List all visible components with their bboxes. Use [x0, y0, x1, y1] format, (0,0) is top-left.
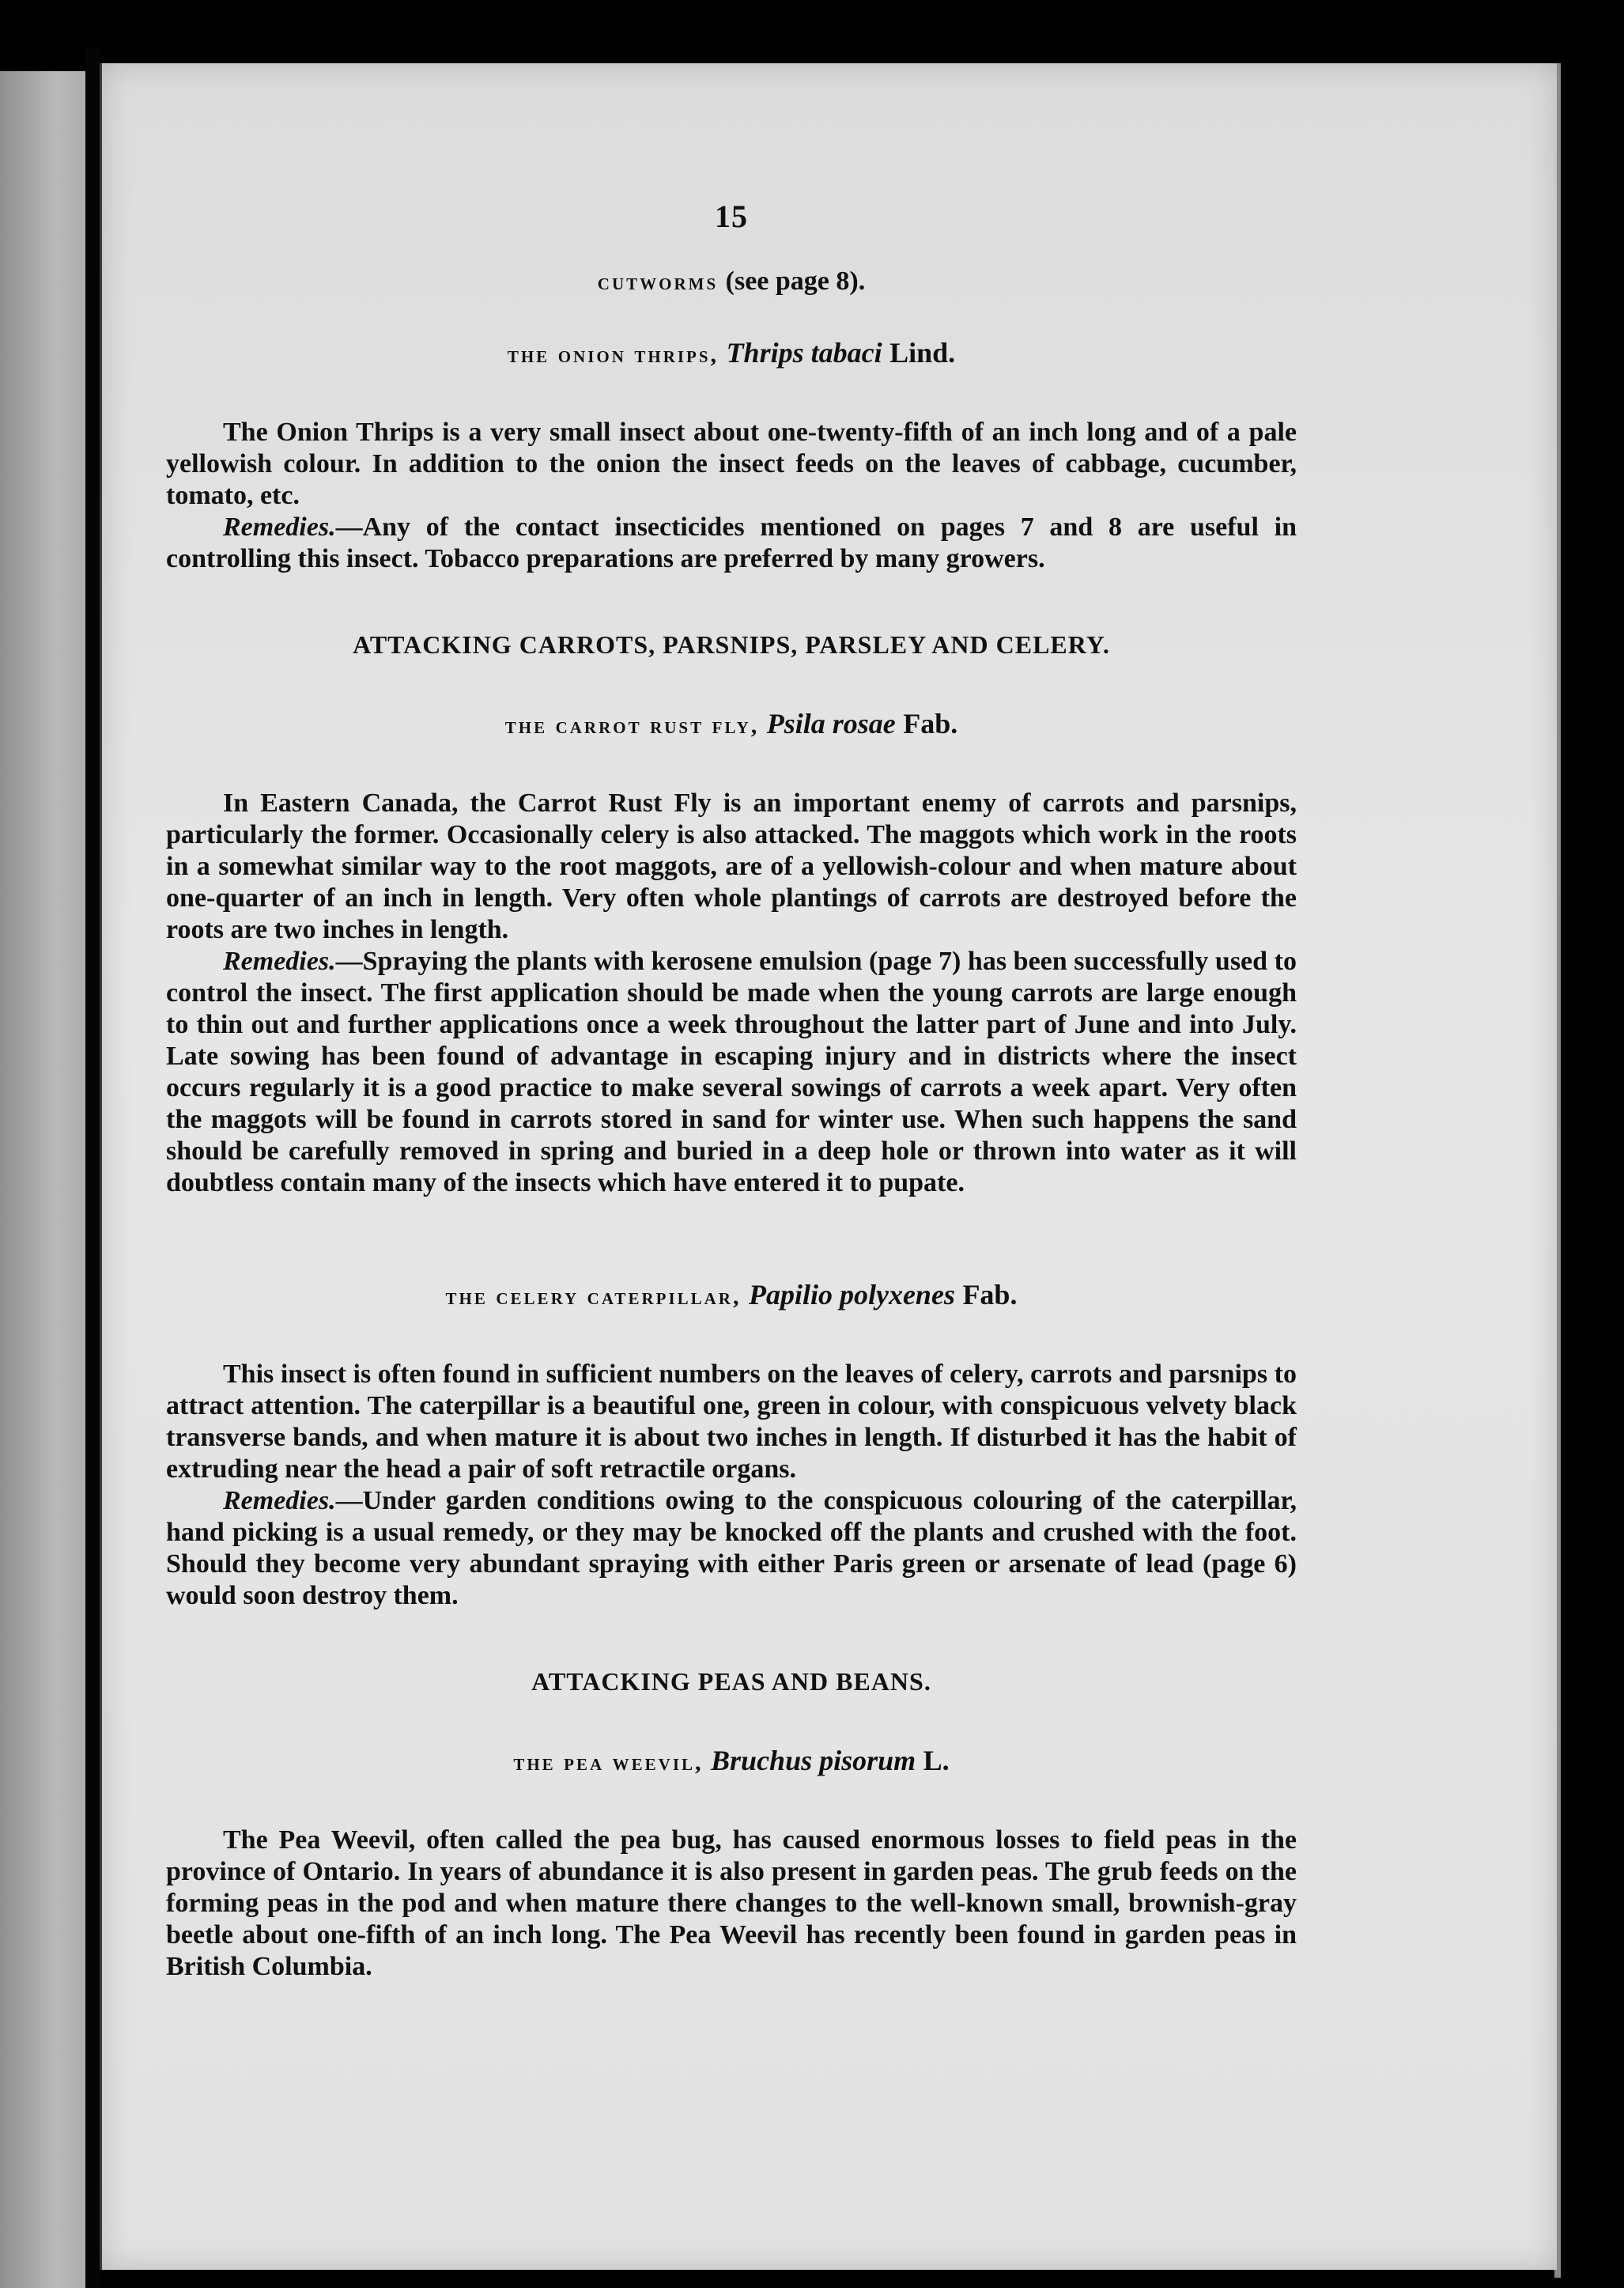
- heading-celery-caterpillar: [166, 1278, 1297, 1311]
- paragraph: The Onion Thrips is a very small insect about one-twenty-fifth of an inch long and of a pale yellowish colour. In addition to the onion the insect feeds on the leaves of cabbage, cucumber, tomato, etc.: [166, 418, 1297, 510]
- heading-carrot-rust-fly-sci: Psila rosae: [766, 708, 896, 739]
- remedies-text: —Any of the contact insecticides mentioned on pages 7 and 8 are useful in controlling this insect. Tobacco preparations are preferred by many growers.: [166, 512, 1297, 573]
- heading-carrot-rust-fly-name: the carrot rust fly,: [504, 713, 760, 739]
- section-onion-thrips: [166, 417, 1297, 575]
- paragraph: This insect is often found in sufficient numbers on the leaves of celery, carrots and parsnips to attract attention. The caterpillar is a beautiful one, green in colour, with conspicuous velvety black transverse bands, and when mature it is about two inches in length. If disturbed it has the habit of extruding near the head a pair of soft retractile organs.: [166, 1360, 1297, 1484]
- remedies-label: Remedies.: [223, 1486, 336, 1515]
- heading-attacking-carrots: ATTACKING CARROTS, PARSNIPS, PARSLEY AND CELERY.: [353, 630, 1110, 659]
- heading-celery-caterpillar-author: Fab.: [962, 1279, 1018, 1310]
- section-celery-caterpillar: [166, 1359, 1297, 1612]
- heading-cutworms: [166, 267, 1297, 297]
- remedies-paragraph: [166, 1485, 1297, 1612]
- heading-carrot-rust-fly-author: Fab.: [903, 708, 958, 739]
- heading-celery-caterpillar-sci: Papilio polyxenes: [748, 1279, 955, 1310]
- section-pea-weevil: [166, 1825, 1297, 1983]
- remedies-label: Remedies.: [223, 947, 336, 976]
- heading-pea-weevil-author: L.: [923, 1745, 950, 1776]
- book-gutter: [85, 47, 100, 2288]
- heading-celery-caterpillar-name: the celery caterpillar,: [445, 1284, 742, 1310]
- remedies-text: —Under garden conditions owing to the conspicuous colouring of the caterpillar, hand picking is a usual remedy, or they may be knocked off the plants and crushed with the foot. Should they become very abundant spraying with either Paris green or arsenate of lead (page 6) would soon destroy them.: [166, 1486, 1297, 1610]
- page-number: 15: [715, 199, 748, 234]
- remedies-paragraph: [166, 946, 1297, 1199]
- heading-attacking-peas: ATTACKING PEAS AND BEANS.: [531, 1667, 931, 1696]
- heading-pea-weevil-sci: Bruchus pisorum: [711, 1745, 916, 1776]
- remedies-label: Remedies.: [223, 512, 336, 542]
- heading-cutworms-ref: (see page 8).: [725, 267, 866, 296]
- remedies-text: —Spraying the plants with kerosene emulsion (page 7) has been successfully used to control the insect. The first application should be made when the young carrots are large enough to thin out and further applications once a week throughout the latter part of June and into July. Late sowing has been found of advantage in escaping injury and in districts where the insect occurs regularly it is a good practice to make several sowings of carrots a week apart. Very often the maggots will be found in carrots stored in sand for winter use. When such happens the sand should be carefully removed in spring and buried in a deep hole or thrown into water as it will doubtless contain many of the insects which have entered it to pupate.: [166, 947, 1297, 1197]
- paragraph: In Eastern Canada, the Carrot Rust Fly is an important enemy of carrots and parsnips, particularly the former. Occasionally celery is also attacked. The maggots which work in the roots in a somewhat similar way to the root maggots, are of a yellowish-colour and when mature about one-quarter of an inch in length. Very often whole plantings of carrots are destroyed before the roots are two inches in length.: [166, 789, 1297, 944]
- heading-onion-thrips: [166, 336, 1297, 369]
- section-carrot-rust-fly: [166, 788, 1297, 1199]
- adjacent-page-edge: [0, 71, 93, 2288]
- heading-pea-weevil-name: the pea weevil,: [513, 1749, 704, 1776]
- heading-carrot-rust-fly: [166, 707, 1297, 740]
- heading-onion-thrips-name: the onion thrips,: [507, 342, 719, 368]
- heading-pea-weevil: [166, 1744, 1297, 1777]
- heading-cutworms-name: cutworms: [597, 269, 719, 295]
- text-column: [166, 134, 1297, 2030]
- paragraph: The Pea Weevil, often called the pea bug, has caused enormous losses to field peas in the province of Ontario. In years of abundance it is also present in garden peas. The grub feeds on the forming peas in the pod and when mature there changes to the well-known small, brownish-gray beetle about one-fifth of an inch long. The Pea Weevil has recently been found in garden peas in British Columbia.: [166, 1825, 1297, 1981]
- heading-onion-thrips-sci: Thrips tabaci: [726, 337, 882, 369]
- remedies-paragraph: [166, 512, 1297, 575]
- heading-onion-thrips-author: Lind.: [889, 337, 956, 369]
